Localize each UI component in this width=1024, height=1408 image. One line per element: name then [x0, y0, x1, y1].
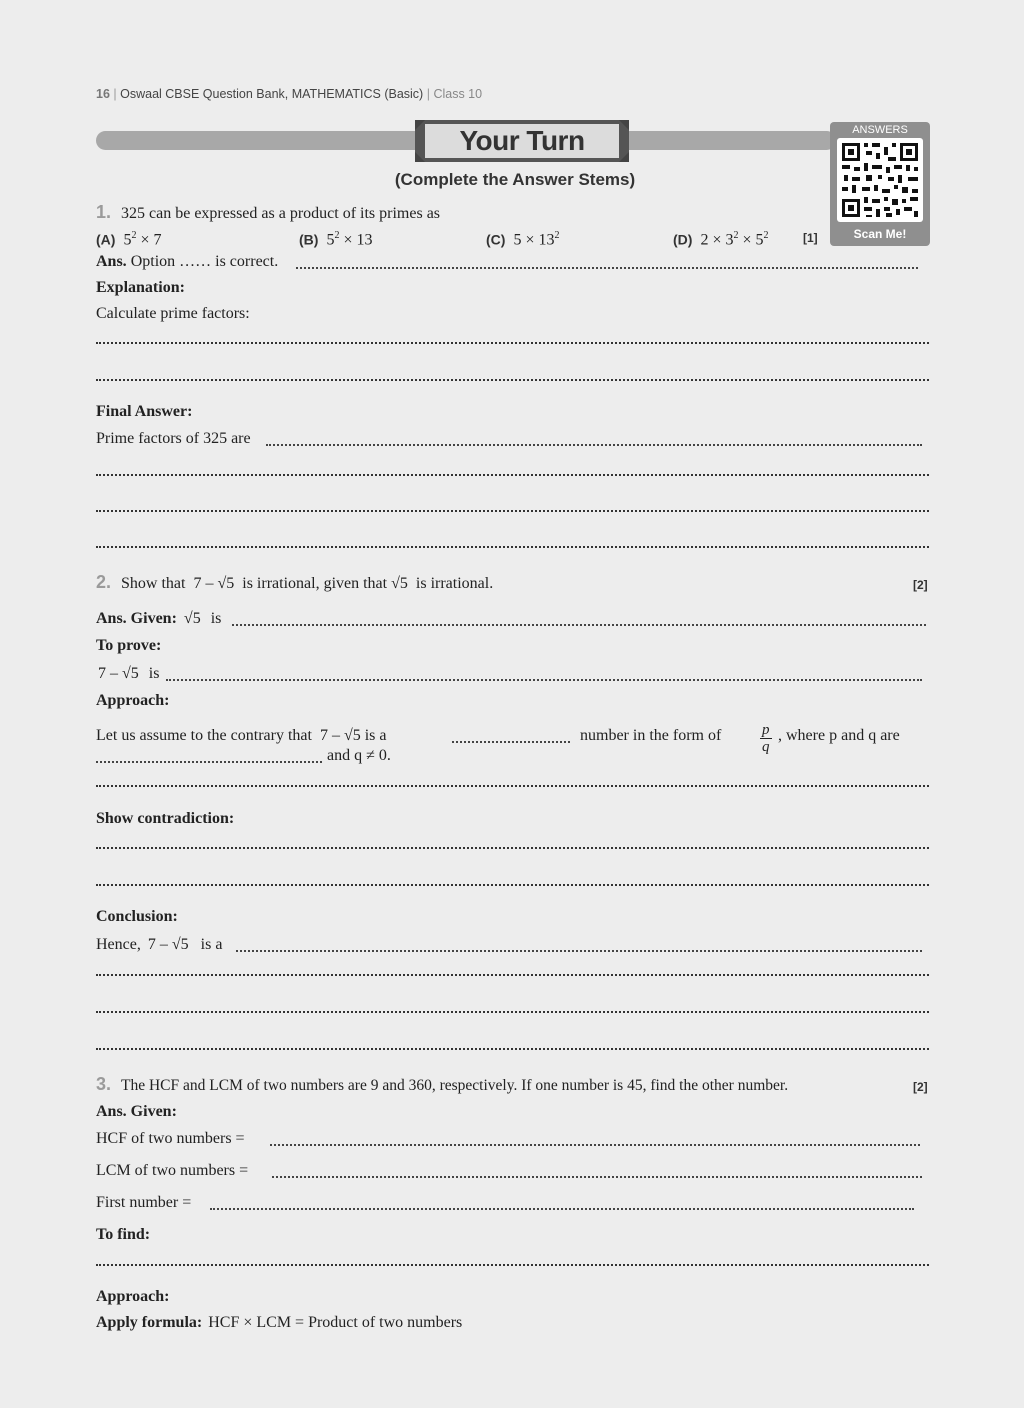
option-d: (D) $2 \times 3^2 \times 5^2$	[673, 230, 769, 249]
given-line	[96, 609, 221, 629]
question-text: is irrational.	[415, 575, 494, 592]
qr-label-bottom: Scan Me!	[853, 227, 907, 241]
answer-blank[interactable]	[96, 761, 322, 763]
final-answer-label: Final Answer:	[96, 403, 193, 420]
question-text: The HCF and LCM of two numbers are 9 and 360, respectively. If one number is 45, find the other number.	[121, 1077, 789, 1094]
formula-text: HCF × LCM = Product of two numbers	[208, 1314, 463, 1331]
approach-label: Approach:	[96, 692, 170, 709]
prove-is: is	[148, 665, 160, 682]
approach-part: is a	[364, 727, 387, 744]
approach-label: Approach:	[96, 1288, 170, 1305]
option-label: (D)	[673, 231, 693, 248]
fraction-numerator: p	[762, 722, 770, 738]
answer-blank[interactable]	[452, 741, 570, 743]
class-label: Class 10	[433, 87, 483, 101]
formula-label: Apply formula:	[96, 1314, 203, 1331]
answer-blank[interactable]	[96, 510, 929, 512]
show-contradiction-label: Show contradiction:	[96, 810, 235, 827]
qr-answers-box[interactable]	[830, 122, 930, 246]
answer-blank[interactable]	[96, 474, 929, 476]
prove-line	[98, 664, 159, 684]
option-label: (C)	[486, 231, 506, 248]
conclusion-part: is a	[200, 936, 223, 953]
approach-part: number in the form of	[580, 727, 722, 744]
answer-blank[interactable]	[96, 785, 929, 787]
ans-label: Ans.	[96, 253, 127, 270]
answer-blank[interactable]	[96, 974, 929, 976]
explanation-label: Explanation:	[96, 279, 185, 296]
math-expression: √5	[183, 610, 201, 627]
given-is: is	[210, 610, 222, 627]
answer-blank[interactable]	[96, 1048, 929, 1050]
answer-blank[interactable]	[96, 342, 929, 344]
answer-blank[interactable]	[296, 267, 918, 269]
hcf-line: HCF of two numbers =	[96, 1130, 245, 1147]
qr-label-top: ANSWERS	[852, 124, 908, 136]
answer-blank[interactable]	[96, 1264, 929, 1266]
math-expression: 7 – √5	[193, 575, 235, 592]
approach-part: , where p and q are	[778, 727, 900, 744]
question-number: 1.	[96, 202, 112, 222]
answer-line	[96, 252, 278, 272]
qr-code-icon	[837, 138, 923, 222]
question-text: is irrational, given that	[242, 575, 388, 592]
lcm-line: LCM of two numbers =	[96, 1162, 249, 1179]
question-text: Show that	[121, 575, 186, 592]
conclusion-line	[96, 935, 222, 955]
answer-blank[interactable]	[166, 679, 922, 681]
option-label: (A)	[96, 231, 116, 248]
to-prove-label: To prove:	[96, 637, 162, 654]
marks-badge: [1]	[803, 231, 818, 245]
question-2	[96, 572, 493, 594]
question-number: 2.	[96, 572, 112, 592]
running-header: 16 | Oswaal CBSE Question Bank, MATHEMATICS (Basic) | Class 10	[96, 87, 483, 101]
answer-blank[interactable]	[236, 950, 922, 952]
page-number: 16	[96, 87, 110, 101]
math-expression: 7 – √5	[147, 936, 189, 953]
explanation-text: Calculate prime factors:	[96, 305, 250, 322]
conclusion-label: Conclusion:	[96, 908, 178, 925]
ans-label: Ans. Given:	[96, 610, 177, 627]
banner-title: Your Turn	[459, 125, 585, 156]
marks-badge: [2]	[913, 578, 928, 592]
ans-label: Ans. Given:	[96, 1103, 177, 1120]
answer-blank[interactable]	[210, 1208, 914, 1210]
banner-subtitle: (Complete the Answer Stems)	[394, 170, 636, 189]
answer-blank[interactable]	[96, 546, 929, 548]
question-3	[96, 1074, 788, 1096]
fraction-p-over-q	[760, 722, 772, 755]
approach-part: Let us assume to the contrary that	[96, 727, 312, 744]
math-expression: 7 – √5	[98, 665, 139, 682]
answer-blank[interactable]	[270, 1144, 920, 1146]
ans-text: Option …… is correct.	[130, 253, 279, 270]
to-find-label: To find:	[96, 1226, 151, 1243]
answer-blank[interactable]	[232, 624, 926, 626]
answer-blank[interactable]	[96, 884, 929, 886]
answer-blank[interactable]	[96, 379, 929, 381]
option-b: (B) $5^2 \times 13$	[299, 230, 373, 249]
formula-line	[96, 1313, 462, 1333]
book-title: Oswaal CBSE Question Bank, MATHEMATICS (Basic)	[120, 87, 424, 101]
approach-line-2: and q ≠ 0.	[327, 747, 391, 764]
option-a: (A) $5^2 \times 7$	[96, 230, 162, 249]
conclusion-part: Hence,	[96, 936, 141, 953]
option-label: (B)	[299, 231, 319, 248]
answer-blank[interactable]	[266, 444, 922, 446]
answer-blank[interactable]	[96, 847, 929, 849]
option-c: (C) $5 \times 13^2$	[486, 230, 560, 249]
answer-blank[interactable]	[96, 1011, 929, 1013]
final-answer-text: Prime factors of 325 are	[96, 430, 251, 447]
question-number: 3.	[96, 1074, 112, 1094]
question-text: 325 can be expressed as a product of its primes as	[121, 205, 441, 222]
marks-badge: [2]	[913, 1080, 928, 1094]
first-number-line: First number =	[96, 1194, 192, 1211]
math-expression: √5	[391, 575, 408, 592]
answer-blank[interactable]	[272, 1176, 922, 1178]
fraction-denominator: q	[762, 739, 770, 755]
question-1	[96, 202, 440, 224]
math-expression: 7 – √5	[319, 727, 361, 744]
